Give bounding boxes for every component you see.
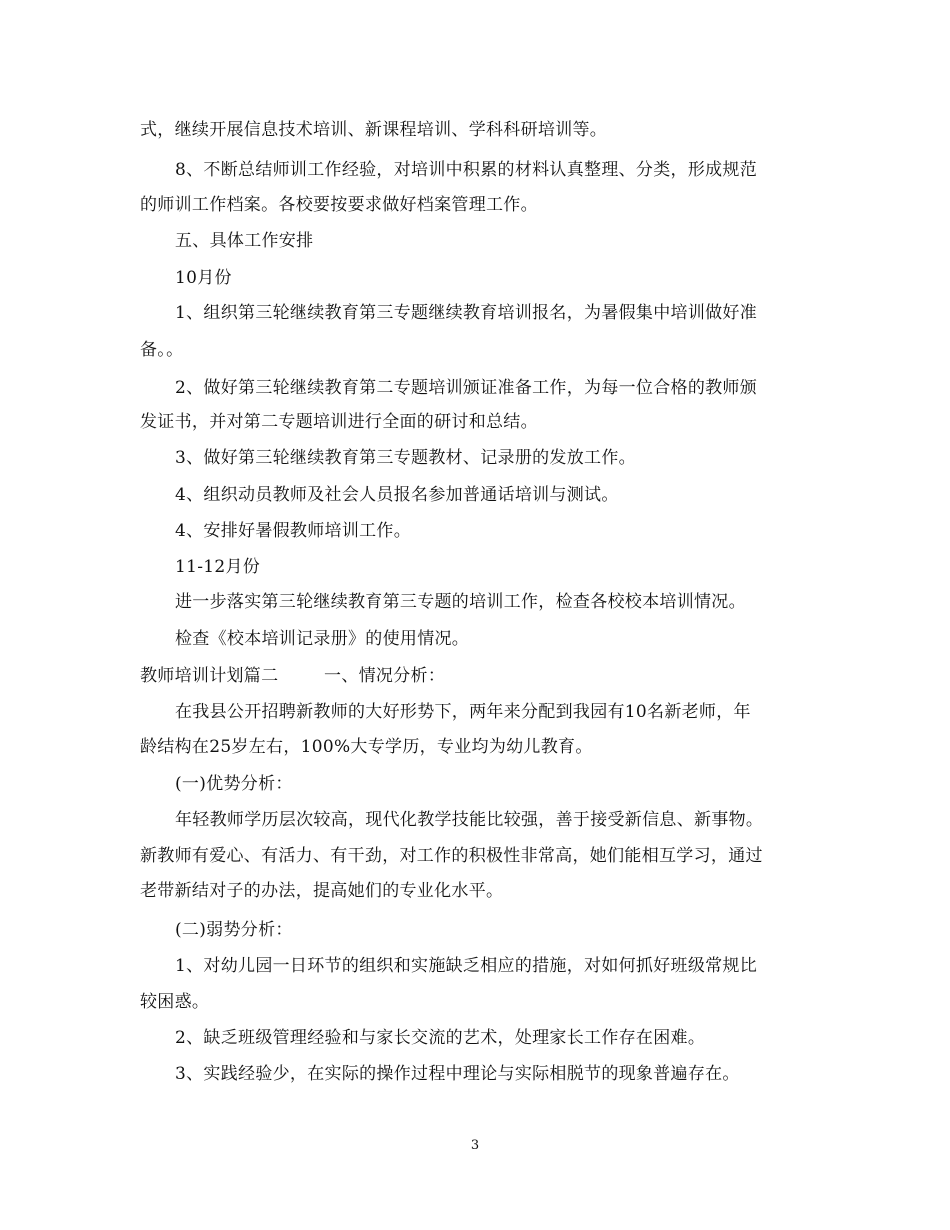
section-heading: 五、具体工作安排 <box>175 231 314 251</box>
text-line: 在我县公开招聘新教师的大好形势下，两年来分配到我园有10名新老师，年 <box>175 702 751 722</box>
page-number: 3 <box>470 1138 480 1153</box>
text-line: 较困惑。 <box>140 992 210 1012</box>
text-line: 3、做好第三轮继续教育第三专题教材、记录册的发放工作。 <box>175 448 636 468</box>
text-line: 1、组织第三轮继续教育第三专题继续教育培训报名，为暑假集中培训做好准 <box>175 303 758 323</box>
text-line: 式，继续开展信息技术培训、新课程培训、学科科研培训等。 <box>140 120 608 140</box>
text-line: 检查《校本培训记录册》的使用情况。 <box>175 629 470 649</box>
text-line: 4、组织动员教师及社会人员报名参加普通话培训与测试。 <box>175 485 619 505</box>
text-line: 1、对幼儿园一日环节的组织和实施缺乏相应的措施，对如何抓好班级常规比 <box>175 956 758 976</box>
text-line: 4、安排好暑假教师培训工作。 <box>175 521 412 541</box>
text-line: 老带新结对子的办法，提高她们的专业化水平。 <box>140 881 504 901</box>
text-line: 2、做好第三轮继续教育第二专题培训颁证准备工作，为每一位合格的教师颁 <box>175 378 758 398</box>
text-line: 3、实践经验少，在实际的操作过程中理论与实际相脱节的现象普遍存在。 <box>175 1064 740 1084</box>
subsection-heading: (一)优势分析： <box>175 774 293 794</box>
text-line: 8、不断总结师训工作经验，对培训中积累的材料认真整理、分类，形成规范 <box>175 160 758 180</box>
text-line: 新教师有爱心、有活力、有干劲，对工作的积极性非常高，她们能相互学习，通过 <box>140 846 763 866</box>
subsection-heading: (二)弱势分析： <box>175 920 293 940</box>
text-line: 进一步落实第三轮继续教育第三专题的培训工作，检查各校校本培训情况。 <box>175 592 746 612</box>
month-heading: 10月份 <box>175 268 232 288</box>
section-heading: 教师培训计划篇二 一、情况分析： <box>140 666 446 686</box>
text-line: 备。。 <box>140 340 184 360</box>
month-heading: 11-12月份 <box>175 557 261 577</box>
text-line: 的师训工作档案。各校要按要求做好档案管理工作。 <box>140 195 538 215</box>
text-line: 龄结构在25岁左右，100%大专学历，专业均为幼儿教育。 <box>140 737 593 757</box>
text-line: 发证书，并对第二专题培训进行全面的研讨和总结。 <box>140 412 538 432</box>
text-line: 年轻教师学历层次较高，现代化教学技能比较强，善于接受新信息、新事物。 <box>175 810 764 830</box>
text-line: 2、缺乏班级管理经验和与家长交流的艺术，处理家长工作存在困难。 <box>175 1028 706 1048</box>
